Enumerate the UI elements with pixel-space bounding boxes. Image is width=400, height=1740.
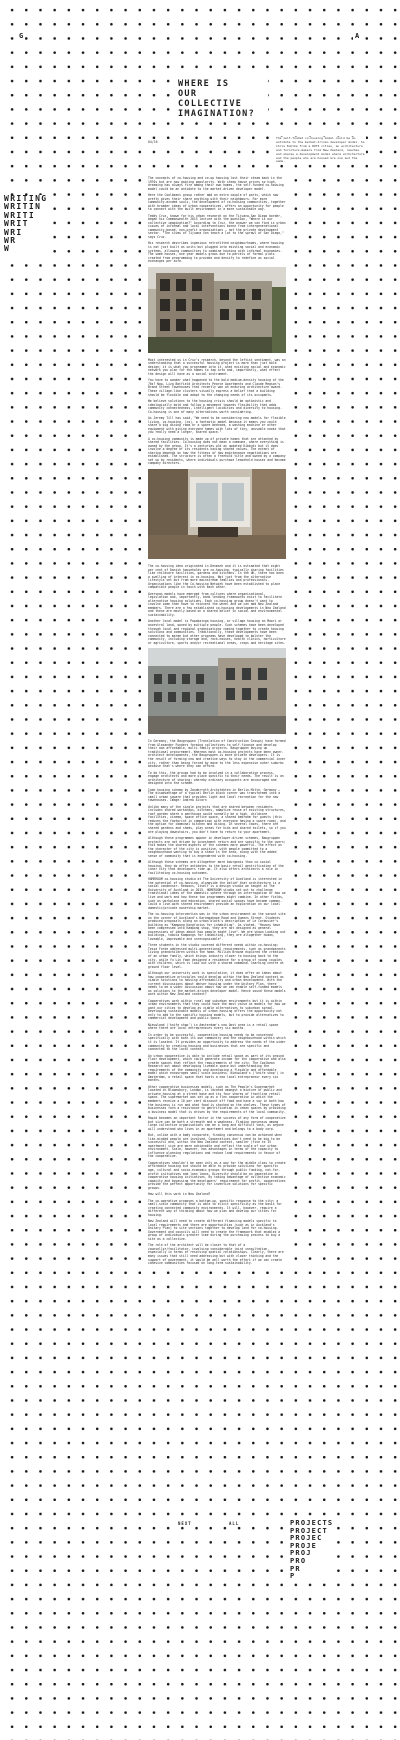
paragraph: Overseas models have emerged from cultures where organisational, legislation and, importantly, bank lending frameworks exist to facilitate alternative housing solutions. Each co-housing group doesn't want to involve some then have to reinvent the wheel and we can add New Zealand members. There are a few established co-housing developments in New Zealand and these are mostly based on a shared belief in social and environmental sustainability. — [148, 591, 286, 618]
next-link[interactable]: NEXT — [178, 1521, 192, 1526]
projects-line: PROJECTS — [290, 1519, 334, 1527]
paragraph: Here the Coolbeans group rather add an extra couple of parts, which now pretty gives their share anything with their neighbours. For more community-minded souls, the development of co-housing communities, together with broader ideas of urban cooperatives, offers an opportunity for people to connect with the built environment in a more sustainable way. — [148, 193, 286, 212]
paragraph: To do this, the groups had to be involved in a collaborative process, engage architects and more place specific to their needs. The result is an architecture of sharing; whereby ordinary occupants are encouraged and designed into the scheme. — [148, 770, 284, 786]
courtyard-photo — [148, 648, 286, 734]
paragraph: Most interested us in Cruz's research, beyond the leftist sentiment, was an understanding that a successful housing project is more than just bold design; it is what you programme into it, what existing social and economic network you plan for the homes to tap into and, importantly, what effect the design will have as a social instrument. — [148, 357, 286, 376]
paragraph: Rapid becomes an important factor in the success of any form of cooperative but size can be both a strength and a weakness. Finding consensus among large collective organisations can be a long and difficult task, as anyone will understand who lives in an apartment and belongs to a body corp. — [148, 1116, 286, 1131]
projects-line: PROJ — [290, 1549, 312, 1558]
title-line: OUR — [178, 89, 198, 99]
paragraph: Unlike many of the single projects that are shared between residents includes shared workshops, kitchens, adaptive reuse of existing structures, roof garden where a penthouse would normally be a high, childcare facilities, cinema, space office space, a shared bedroom for guests (this reduces the footprint in comparison with everyone having a spare room), and the option for communal kitchen and dining. In several cases, there are shared gardens and sheds, play areas for kids and shared toilets, so if you are playing downstairs, you don't have to return to your apartment. — [148, 804, 286, 834]
writing-line: WRITI — [4, 210, 36, 220]
section-projects-stack[interactable] — [290, 1520, 333, 1581]
paragraph: Cooperatives work within rural and suburban environments but it is within urban environments that they could have the most value as models for how we want our cities to develop as viable alternatives to suburban sprawl. Developing sustainable models of urban housing offers the opportunity not only to add to the specific housing models, but to provide alternatives to commercial development and public space. — [148, 998, 286, 1021]
paragraph: Teddy Cruz, known for his urban research on the Tijuana-San Diego border, began his Commonwealth 2015 lecture with the question, "Where is our collective imagination?" According to Cruz, the answer we can find is urban issues of informal and local interventions borne from intergenerational community-based, non-profit organizations – not the private development sector. "The slums of Tijuana can teach a lot to the sprawl of San Diego," says Cruz. — [148, 213, 286, 239]
all-link[interactable]: ALL — [229, 1521, 240, 1526]
projects-line: PR — [290, 1564, 301, 1573]
paragraph: Other cooperative businesses models, such as The People's Supermarket located in Bloomsbury, London, is located amongst a mixture of public and private housing at a street base and its four shares of frontline retail space. The supermarket was set up as a flex cooperative in which the members receive a 10 per cent discount off food and have a say in both how the business is run and what food is stocked on the shelves. These types of businesses form a resistance to gentrification in urban spaces by providing a business model that is driven by the requirements of the local community. — [148, 1084, 286, 1114]
projects-line: P — [290, 1572, 296, 1581]
projects-line: PRO — [290, 1556, 307, 1565]
paragraph: The co-housing idea originated in Denmark and it is estimated that eight per cent of Danish households are co-housing, typically sharing facilities like childcare facilities, gardens and kitchens. In the UK, there has been a swelling of interest in co-housing. Not just from the alternative lifestyle set but from more mainstream families and professionals. Organisations like the Co-housing Network have been established to place compatible people in touch with each other. — [148, 564, 284, 590]
paragraph: Cooperatives shouldn't be seen only as a way for the middle class to create affordable housing but should be able to provide solutions for specific age, cultural and socio-economic groups through public funding, not-for-profit initiatives and loan loans. Diversity should be an imperative in cooperative housing initiatives. By taking advantage of collective economic capacity and bypassing the developers' requirement for profit, cooperatives provide the perfect opportunity for inventive solutions for specific groups. — [148, 1160, 286, 1190]
interior-photo — [148, 469, 286, 559]
projects-line: PROJE — [290, 1541, 318, 1550]
paragraph: The role of the architect will be closer to that of a counsellor/facilitator, involving considerable joint consultation, especially in terms of resolving spatial relationships. Clearly, there are many issues that still need addressing but with closer thinking and the support of government, it would be well worth the effort if we can create cohesive communities focused on long-term sustainability. — [148, 1243, 284, 1266]
article-title — [178, 79, 268, 119]
paragraph: How will this work in New Zealand? — [148, 1192, 211, 1197]
paragraph: A co-housing community is made up of private homes that are attached by shared facilities. Co-housing does not mean a commune, where everything is owned by the group. It's a centuries old an updated Kibbutz but it does involve a degree of its residents having shared values. The extent of sharing depends on how the fitness of how maintenance negotiations are established. The structure is often a freehold title and owned by a company set up by residents, where individuals purchase leasehold houses and become company directors. — [148, 436, 286, 466]
writing-line: WRITING — [4, 194, 48, 203]
nav-link-left[interactable]: G — [19, 32, 24, 40]
paragraph: Another local model is Papakainga housing, or village housing on Maori or ancestral land, owned by multiple people. Such schemes have been developed through local and regional organisations coming together to create housing solutions and communities. Traditionally, these developments have been connected to marae but other programs have developed to bolster the community, including storage and, rock-houses, health clinics, horticulture or agriculture, sports and/or recreational areas, crops and heritage sites. — [148, 619, 286, 645]
paragraph: New Zealand will need to create different financing models specific to local requirements and there are opportunities (such as in Auckland's Unitary Plan) to site sections together to develop land for co-housing. Government and councils will need to create the framework that enables a group of individuals greater time during the purchasing process to buy a site as a collective. — [148, 1219, 281, 1241]
projects-line: PROJECT — [290, 1526, 328, 1535]
article-body — [148, 177, 286, 1269]
title-line: IMAGINATION? — [178, 109, 256, 119]
paragraph: Although our university work is speculative, it does offer an ideas about how cooperative principles could develop within the New Zealand context as viable solutions to housing affordability and urban development. With the current discussions about denser housing under the Unitary Plan, there needs to be a wider discussion about how we can enable self-funded models as solutions to the market-driven developer model. Hence sound these models work within New Zealand context? — [148, 971, 286, 997]
paragraph: As Jeremy Till has said, "We need to be considering new models for flexible living, co-housing, (co), a fantastic model because it means you could share a big dining room or a spare bedroom, a washing machine or other equipment with giving everyone homes with lots of tiny, unusable nooks that you really need a larger, shared space." — [148, 416, 286, 435]
paragraph: HOMEROOM co-housing studio at The University of Auckland is interested in the potential of co-housing, alongside the belief that architecture is a social condenser. Reasons, itself is a design studio we taught at The University of Auckland in 2015. HOMEROOM studio set out to challenge traditional ideas of the domestic sphere through an interrogation of how we live and work and how these two programmes might combine. In other fields, such as workplace and education, shared social spaces have become common. Could a live-work shared environment provide an exploration on our local domestic/private ownership market. — [148, 877, 286, 910]
nav-link-right[interactable]: A — [355, 32, 360, 40]
paragraph: Nieuwland ('knife shop') in Amsterdam's new Oost area is a retail space where there are local entrepreneurs every six months. — [148, 1022, 279, 1031]
writing-line: WRIT — [4, 219, 29, 229]
apartment-building-photo — [148, 267, 286, 353]
paragraph: The co-housing intervention was in the urban environment on the vacant site on the corner of Auckland's Karangahape Road and Queens Street. Students produced proposals along an urban block's description of Le Corbusier's building as "Kampong Kongfucius for inhabiting". As stated, "Houses have been compressed into Kampong shop, they are not designed as general expressions of ideas about how people might live". We are shown Looking out buildings, tabula Kampongs for inhabiting, they are altogether human, loveable, improvable and unrecognizable". — [148, 912, 286, 941]
writing-line: WR — [4, 236, 17, 246]
paragraph: Although these schemes are altogether more bourgeois than co-social housing, they do offer antidotes to the basic retail gentrification of the inner city that developers ride up. It also offers architects a role in facilitating co-housing outcomes. — [148, 860, 284, 875]
writing-line: WRITIN — [4, 202, 42, 212]
paragraph: In order to be successful, cooperative housing needs to be concerned specifically with both its own community and the neighbourhood within which it is located. It provides an opportunity to address the needs of the wider community by creating housing and businesses that are specific and connected to the local context. — [148, 1032, 286, 1052]
paragraph: An urban cooperative is able to include retail space as part of its ground floor development, which could generate income for the cooperative and also create spaces that reflect the requirements of the city. The Coolbean Research out about developing liveable space but understanding the requirements of the community and developing a flexible and affordable model which encourages small scale business. Nieuwland's ('knife shop') in Amsterdam, a retail space that hosts a new local entrepreneur every six months. — [148, 1053, 286, 1083]
paragraph: Although these programmes appear in developer-driven schemes, Baugruppen projects are not driven by investment return and are specific to the users; this makes the shared aspects of the schemes more powerful. The effect on the character of the city is positive, with people committed to a neighbourhood wanting to buy a stake in the area, along with the added sense of community that is engendered with co-housing. — [148, 835, 286, 858]
writing-line: WRI — [4, 227, 23, 237]
article-tag: 04/16 — [148, 140, 158, 144]
writing-line: W — [4, 244, 11, 254]
paragraph: You have to wonder what happened to the bold medium-density housing of the 70s? Now, Liza Botfield Architects Pearce Apartments and Claude Megson's Brand Street Townhouses that recently won an enduring architecture award. These village-like clusters visually express a belief that a building should be flexible and adapt to the changing needs of its occupants. — [148, 378, 284, 397]
paragraph: The concepts of co-housing and co-op housing lost their steam back in the 1970s but are now gaining popularity. With steep house prices so high, dreaming has always fire among their own homes, the self-funded co-housing model could be an antidote to the market-driven developer model. — [148, 176, 284, 191]
paragraph: His research describes ingenious retrofitted neighbourhoods, where housing is not just built as units but plugged into existing social and economic systems, allowing communities to combine housing with informal economies. The same houses, one year models grows due to parcels of formal plots created from programming to provoke and densify to redefine as social exchanges per acre. — [148, 241, 284, 264]
title-line: WHERE IS — [178, 79, 230, 89]
paragraph: Inde housing scheme by Zanderroth Architekten in Berlin-Mitte, Germany – The disadvantage of a typical Berlin block corner was transformed into a small urban square that provides light and local recreation for the new townhouses. Image: Andrew Alcorn — [148, 787, 281, 803]
projects-line: PROJEC — [290, 1534, 323, 1543]
paragraph: The co-operative proposes a bottom-up, specific response to the city; a small-scale community that is able to elicit specificity as the basis for creating connected community environments. It will, however, require a different way of thinking about how we plan and develop our cities for housing. — [148, 1198, 282, 1217]
paragraph: In Germany, the Baugruppen (Translation of Construction Groups) have formed from Alexander Funders forming collectives to self-finance and develop their own affordable, multi-family projects. Baugruppen buying up traditional procurement. Whereas most co-housing projects have been owner-architect developments, the Baugruppen is more private developers. It is the result of forming new and creative ways to stay in the commercial inner city, rather than being forced by move to the less expensive outer suburbs because that's where they can afford. — [148, 739, 286, 769]
article-intro: The self-funded co-housing model could be an antidote to the market-driven developer model. So Chris Kuhlke from a ROTI cities, an architecture and furniture-makers from New Zealand, reaches and shares a development model where architecture and the people who are housed are one and the same. — [276, 136, 365, 164]
paragraph: We believe solutions to the housing crisis should be optimistic and ideologically bold and follow a movement towards flexibility that adds community connectedness, intelligent lucidities and diversity to housing. Co-housing is one of many alternatives worth considering. — [148, 398, 282, 414]
section-writing-stack[interactable] — [4, 195, 48, 254]
paragraph: But, unlike with a body corporate, finding consensus can be achieved when like-minded people are involved. Cooperatives don't need to be big to be successful and, within the New Zealand context, smaller (five to 15 apartment) size are more achievable and reflect the scale of our urban environment. Scale, however, has advantages in terms of the capacity to influence planning regulations and reduce land requirements in favour of the cooperative. — [148, 1133, 282, 1159]
paragraph: Three students in the studio covered different needs within co-housing: Tessa Forde addressed multi-generational requirements, such as grandparents living grandchildren within the home. Million Browne explored the creation of an urban family, which brings industry closer to housing back to the city, while Yu Lin Yoon designed a residence for a group of young couples with children, which is laid out with a shared communal learning centre at ground floor level. — [148, 943, 286, 969]
title-line: COLLECTIVE — [178, 99, 243, 109]
